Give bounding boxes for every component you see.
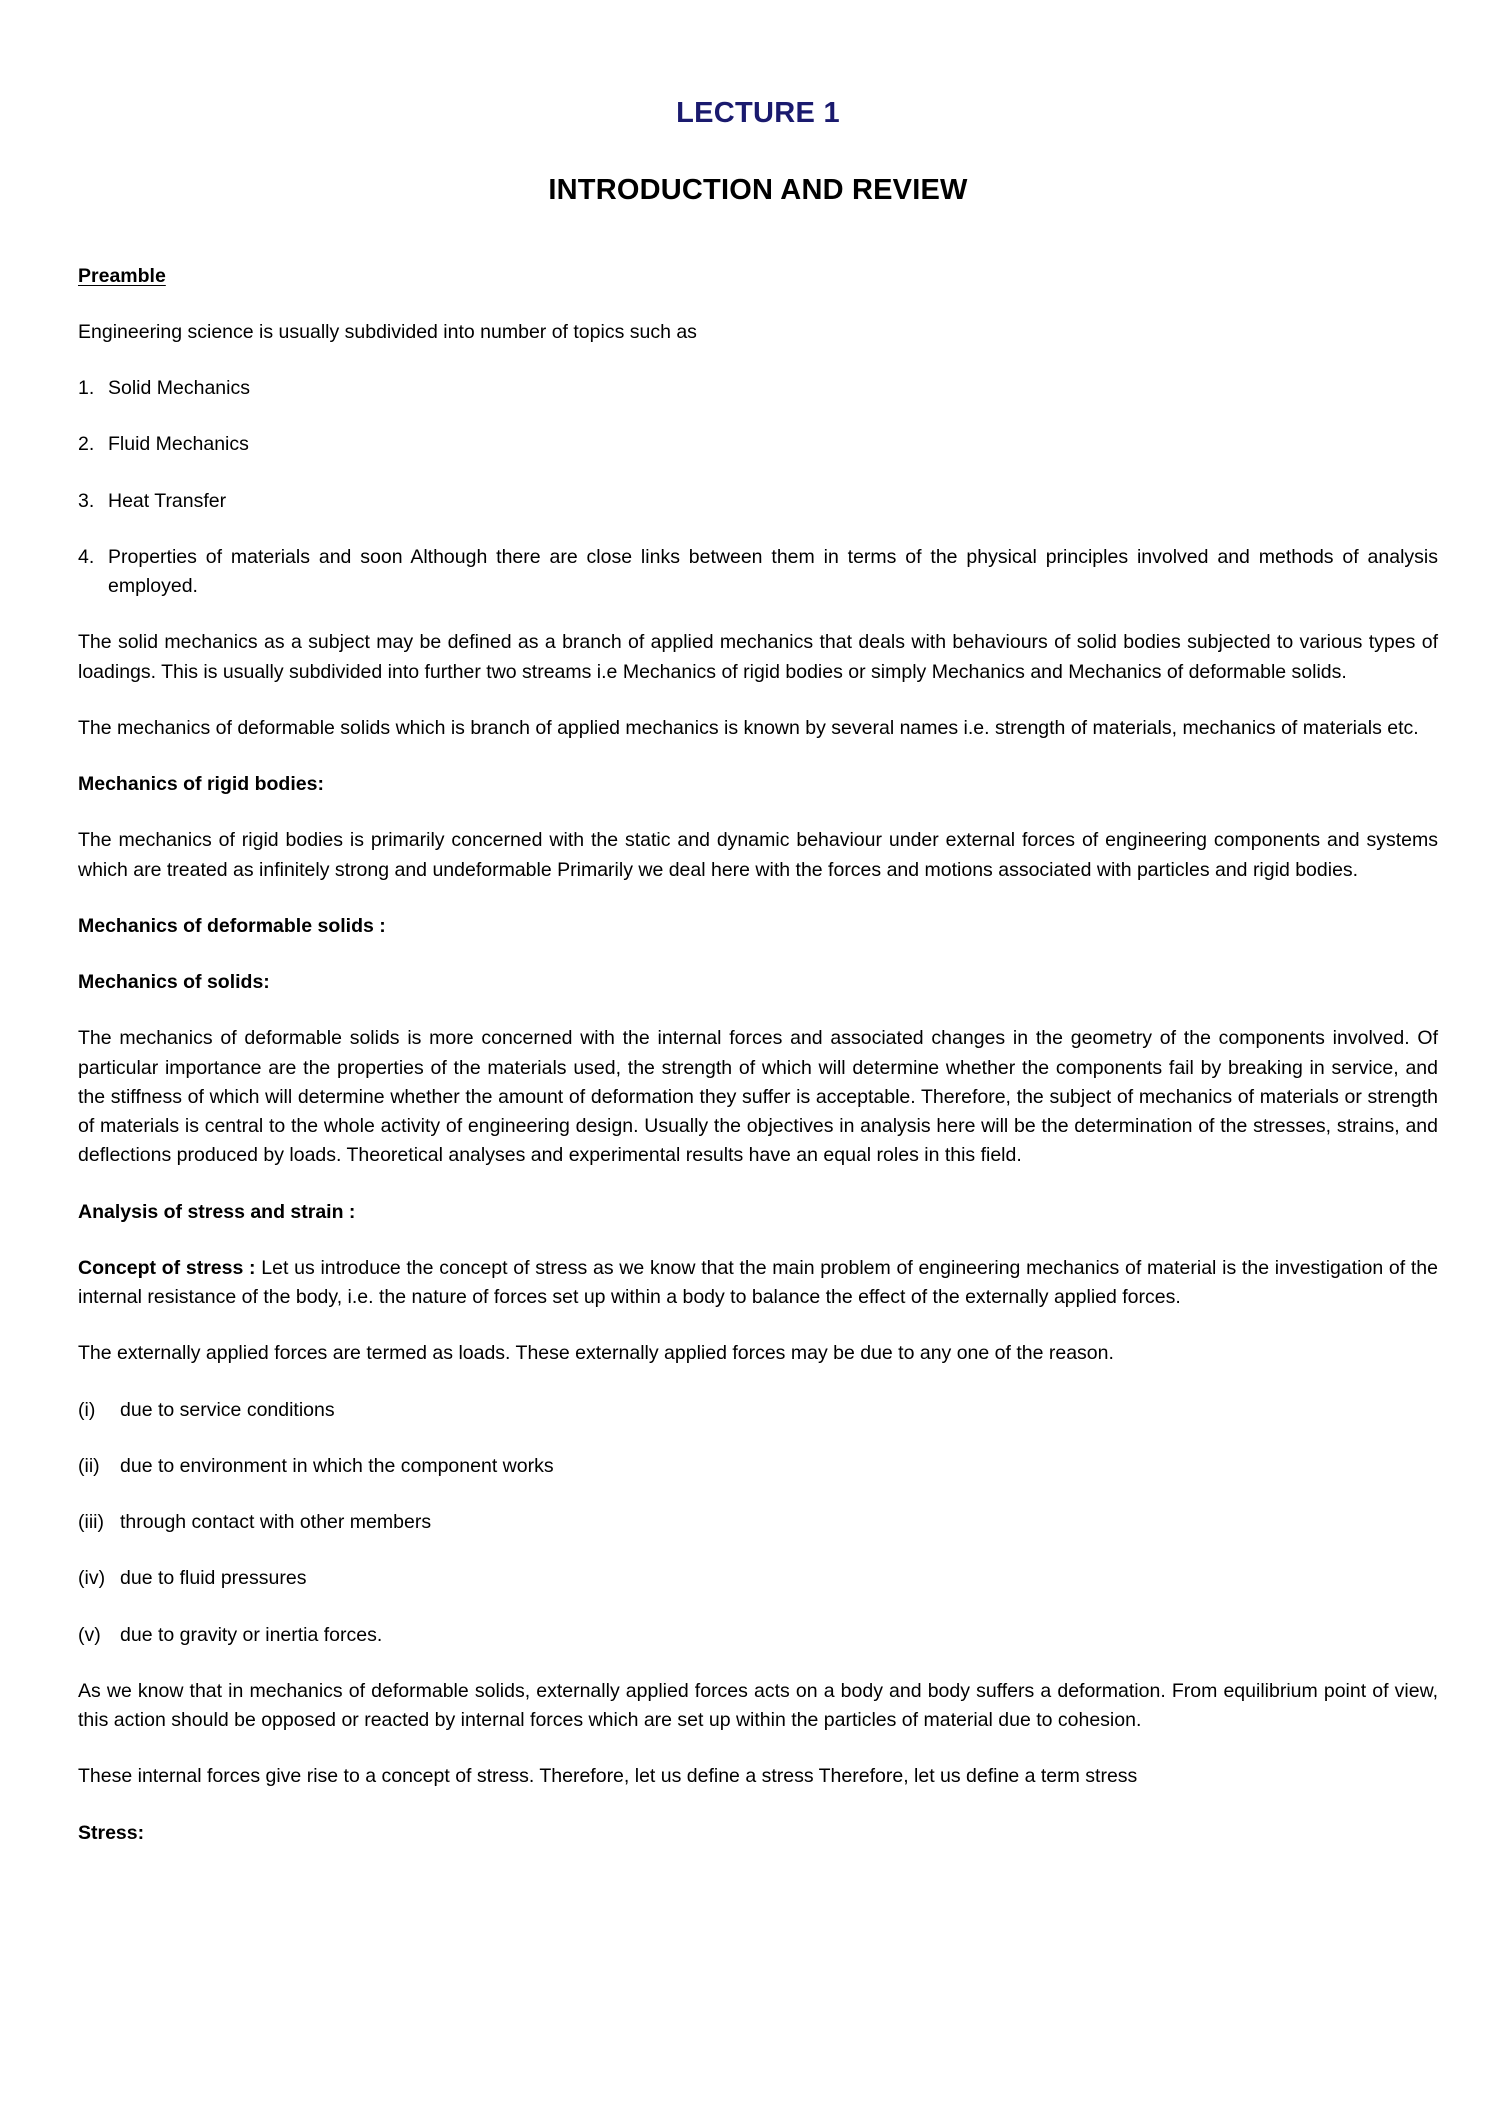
mechanics-of-solids-heading: Mechanics of solids: <box>78 971 270 994</box>
list-item <box>78 1452 1438 1481</box>
analysis-stress-strain-heading: Analysis of stress and strain : <box>78 1200 356 1223</box>
list-item <box>78 1508 1438 1537</box>
document-content <box>78 96 1438 1848</box>
stress-heading: Stress: <box>78 1821 145 1844</box>
preamble-heading: Preamble <box>78 264 166 287</box>
deformation-paragraph: As we know that in mechanics of deformable solids, externally applied forces acts on a body and body suffers a deformation. From equilibrium point of view, this action should be opposed or reacted by internal forces which are set up within the particles of material due to cohesion. <box>78 1679 1438 1732</box>
list-item-text: due to fluid pressures <box>120 1567 307 1590</box>
list-item <box>78 1564 1438 1593</box>
loads-intro-paragraph: The externally applied forces are termed as loads. These externally applied forces may be due to any one of the reason. <box>78 1342 1114 1365</box>
list-marker: 3. <box>78 489 95 512</box>
rigid-bodies-heading: Mechanics of rigid bodies: <box>78 773 324 796</box>
deformable-solids-names-paragraph: The mechanics of deformable solids which is branch of applied mechanics is known by several names i.e. strength of materials, mechanics of materials etc. <box>78 716 1419 739</box>
deformable-solids-heading: Mechanics of deformable solids : <box>78 914 386 937</box>
list-marker: 1. <box>78 377 95 400</box>
lecture-title: LECTURE 1 <box>676 97 840 129</box>
list-marker: 4. <box>78 545 95 568</box>
list-item-text: Fluid Mechanics <box>108 433 249 456</box>
concept-of-stress-paragraph <box>78 1254 1438 1313</box>
concept-of-stress-text: Let us introduce the concept of stress as we know that the main problem of engineering mechanics of material is the investigation of the internal resistance of the body, i.e. the nature of forces set up within a body to balance the effect of the externally applied forces. <box>78 1256 1438 1309</box>
list-item <box>78 543 1438 602</box>
solid-mechanics-paragraph: The solid mechanics as a subject may be defined as a branch of applied mechanics that deals with behaviours of solid bodies subjected to various types of loadings. This is usually subdivided into further two streams i.e Mechanics of rigid bodies or simply Mechanics and Mechanics of deformable solids. <box>78 631 1438 683</box>
list-marker: (i) <box>78 1398 96 1421</box>
list-marker: 2. <box>78 433 95 456</box>
concept-of-stress-label: Concept of stress : <box>78 1256 262 1279</box>
list-marker: (ii) <box>78 1454 100 1477</box>
list-item-text: through contact with other members <box>120 1511 432 1534</box>
rigid-bodies-paragraph: The mechanics of rigid bodies is primarily concerned with the static and dynamic behaviour under external forces of engineering components and systems which are treated as infinitely strong and undeformable Primarily we deal here with the forces and motions associated with particles and rigid bodies. <box>78 829 1438 881</box>
deformable-solids-paragraph: The mechanics of deformable solids is more concerned with the internal forces and associated changes in the geometry of the components involved. Of particular importance are the properties of the materials used, the strength of which will determine whether the components fail by breaking in service, and the stiffness of which will determine whether the amount of deformation they suffer is acceptable. Therefore, the subject of mechanics of materials or strength of materials is central to the whole activity of engineering design. Usually the objectives in analysis here will be the determination of the stresses, strains, and deflections produced by loads. Theoretical analyses and experimental results have an equal roles in this field. <box>78 1027 1438 1167</box>
list-item-text: due to gravity or inertia forces. <box>120 1623 383 1646</box>
list-item <box>78 430 1438 459</box>
list-marker: (iv) <box>78 1567 106 1590</box>
list-item-text: Heat Transfer <box>108 489 227 512</box>
list-marker: (v) <box>78 1623 101 1646</box>
list-item-text: Solid Mechanics <box>108 377 250 400</box>
internal-forces-paragraph: These internal forces give rise to a concept of stress. Therefore, let us define a stress Therefore, let us define a term stress <box>78 1765 1138 1788</box>
list-item <box>78 1396 1438 1425</box>
list-item-text: due to service conditions <box>120 1398 335 1421</box>
page-title: INTRODUCTION AND REVIEW <box>548 173 968 206</box>
list-item <box>78 487 1438 516</box>
list-item <box>78 1621 1438 1650</box>
list-item <box>78 374 1438 403</box>
list-item-text: Properties of materials and soon Although there are close links between them in terms of the physical principles involved and methods of analysis employed. <box>108 545 1438 598</box>
preamble-intro: Engineering science is usually subdivided into number of topics such as <box>78 320 697 343</box>
list-item-text: due to environment in which the component works <box>120 1454 554 1477</box>
list-marker: (iii) <box>78 1511 104 1534</box>
